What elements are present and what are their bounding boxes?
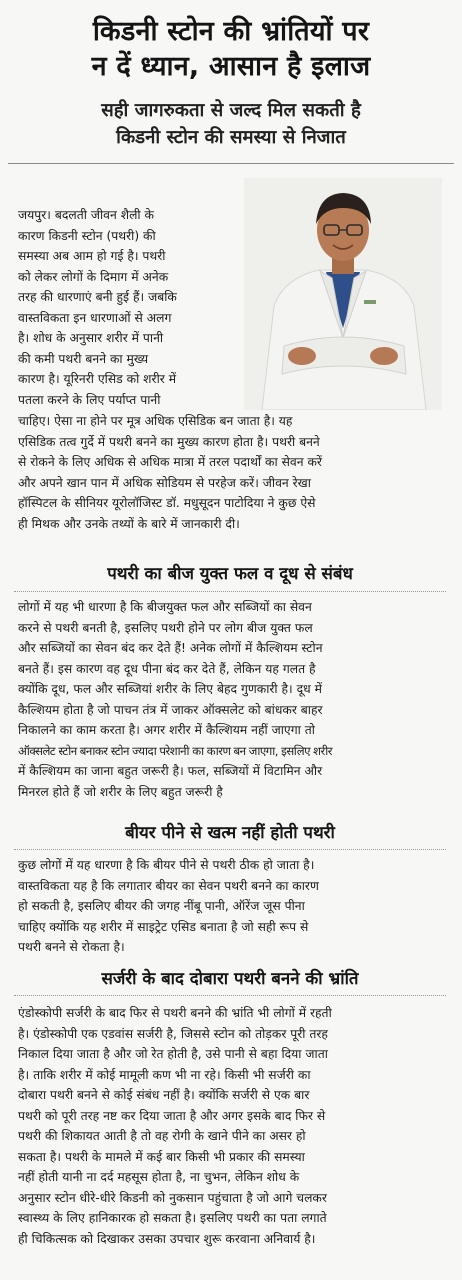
text-line: पथरी को पूरी तरह नष्ट कर दिया जाता है और अगर इसके बाद फिर से <box>18 1108 326 1123</box>
text-line: पथरी की शिकायत आती है तो वह रोगी के खाने पीने का असर हो <box>18 1129 306 1143</box>
text-line: कारण किडनी स्टोन (पथरी) की <box>18 228 156 243</box>
doctor-portrait-photo <box>244 178 442 410</box>
text-line: सकता है। पथरी के मामले में कई बार किसी भी प्रकार की समस्या <box>18 1149 305 1164</box>
headline <box>6 14 456 84</box>
text-line: स्वास्थ्य के लिए हानिकारक हो सकता है। इसलिए पथरी का पता लगाते <box>18 1211 327 1225</box>
text-line: निकाल दिया जाता है और जो रेत होती है, उसे पानी से बहा दिया जाता <box>18 1047 328 1061</box>
text-line: हो सकती है, इसलिए बीयर की जगह नींबू पानी, ऑरेंज जूस पीना <box>18 899 305 913</box>
text-line: एसिडिक तत्व गुर्दे में पथरी बनने का मुख्य कारण होता है। पथरी बनने <box>18 434 320 449</box>
text-line: एंडोस्कोपी सर्जरी के बाद फिर से पथरी बनने की भ्रांति भी लोगों में रहती <box>18 1006 332 1020</box>
section-divider <box>14 591 446 592</box>
text-line: चाहिए क्योंकि यह शरीर में साइट्रेट एसिड बनाता है जो सही रूप से <box>18 919 309 934</box>
text-line: ही चिकित्सक को दिखाकर उसका उपचार शुरू करवाना अनिवार्य है। <box>18 1231 316 1246</box>
text-line: क्योंकि दूध, फल और सब्जियां शरीर के लिए बेहद गुणकारी है। दूध में <box>18 682 322 696</box>
text-line: ऑक्सलेट स्टोन बनाकर स्टोन ज्यादा परेशानी का कारण बन जाएगा, इसलिए शरीर <box>18 743 333 758</box>
section-divider <box>14 849 446 850</box>
text-line: कारण है। यूरिनरी एसिड को शरीर में <box>18 372 177 386</box>
header-divider <box>8 163 454 164</box>
text-line: बनते हैं। इस कारण वह दूध पीना बंद कर देते हैं, लेकिन यह गलत है <box>18 661 316 676</box>
text-line: से रोकने के लिए अधिक से अधिक मात्रा में तरल पदार्थों का सेवन करें <box>18 455 322 469</box>
text-line: कुछ लोगों में यह धारणा है कि बीयर पीने से पथरी ठीक हो जाता है। <box>18 858 315 872</box>
headline-line-2: न दें ध्यान, आसान है इलाज <box>91 51 371 82</box>
text-line: ही मिथक और उनके तथ्यों के बारे में जानकारी दी। <box>18 516 240 531</box>
text-line: पथरी बनने से रोकता है। <box>18 940 125 954</box>
text-line: तरह की धारणाएं बनी हुई हैं। जबकि <box>18 290 177 304</box>
text-line: अनुसार स्टोन धीरे-धीरे किडनी को नुकसान पहुंचाता है जो आगे चलकर <box>18 1190 327 1205</box>
text-line: दोबारा पथरी बनने से कोई संबंध नहीं है। क्योंकि सर्जरी से एक बार <box>18 1088 310 1102</box>
section-heading-surgery: सर्जरी के बाद दोबारा पथरी बनने की भ्रांति <box>101 968 359 988</box>
text-line: है। शोध के अनुसार शरीर में पानी <box>18 331 164 345</box>
text-line: पतला करने के लिए पर्याप्त पानी <box>18 392 161 407</box>
section-divider <box>14 995 446 996</box>
subheadline-line-1: सही जागरुकता से जल्द मिल सकती है <box>101 100 361 121</box>
intro-wide-paragraph <box>18 411 444 534</box>
section-body-seeds-milk <box>18 597 444 802</box>
section-heading-seeds-milk: पथरी का बीज युक्त फल व दूध से संबंध <box>107 563 353 583</box>
text-line: है। एंडोस्कोपी एक एडवांस सर्जरी है, जिससे स्टोन को तोड़कर पूरी तरह <box>18 1026 328 1041</box>
text-line: हॉस्पिटल के सीनियर यूरोलॉजिस्ट डॉ. मधुसूदन पाटोदिया ने कुछ ऐसे <box>18 496 316 510</box>
text-line: निकालने का काम करता है। अगर शरीर में कैल्शियम नहीं जाएगा तो <box>18 723 315 737</box>
intro-narrow-column <box>18 205 240 410</box>
text-line: और अपने खान पान में अधिक सोडियम से परहेज करें। जीवन रेखा <box>18 475 311 490</box>
text-line: में कैल्शियम का जाना बहुत जरूरी है। फल, सब्जियों में विटामिन और <box>18 764 323 778</box>
section-body-beer <box>18 855 444 958</box>
section-heading-beer: बीयर पीने से खत्म नहीं होती पथरी <box>125 822 335 842</box>
text-line: वास्तविकता इन धारणाओं से अलग <box>18 310 172 325</box>
text-line: को लेकर लोगों के दिमाग में अनेक <box>18 269 169 284</box>
subheadline-line-2: किडनी स्टोन की समस्या से निजात <box>116 127 346 148</box>
text-line: जयपुर। बदलती जीवन शैली के <box>18 208 154 222</box>
subheadline <box>6 97 456 151</box>
text-line: नहीं होती यानी ना दर्द महसूस होता है, ना चुभन, लेकिन शोध के <box>18 1170 300 1184</box>
text-line: और सब्जियों का सेवन बंद कर देते हैं! अनेक लोगों में कैल्शियम स्टोन <box>18 641 323 655</box>
headline-line-1: किडनी स्टोन की भ्रांतियों पर <box>92 16 370 47</box>
text-line: वास्तविकता यह है कि लगातार बीयर का सेवन पथरी बनने का कारण <box>18 878 319 893</box>
text-line: करने से पथरी बनती है, इसलिए पथरी होने पर लोग बीज युक्त फल <box>18 620 313 635</box>
text-line: चाहिए। ऐसा ना होने पर मूत्र अधिक एसिडिक बन जाता है। यह <box>18 414 293 428</box>
text-line: लोगों में यह भी धारणा है कि बीजयुक्त फल और सब्जियों का सेवन <box>18 600 312 614</box>
text-line: समस्या अब आम हो गई है। पथरी <box>18 249 166 263</box>
text-line: की कमी पथरी बनने का मुख्य <box>18 351 149 366</box>
text-line: मिनरल होते हैं जो शरीर के लिए बहुत जरूरी है <box>18 784 223 799</box>
section-body-surgery <box>18 1003 444 1249</box>
doctor-portrait-icon <box>244 178 442 410</box>
text-line: कैल्शियम होता है जो पाचन तंत्र में जाकर ऑक्सलेट को बांधकर बाहर <box>18 702 323 717</box>
text-line: है। ताकि शरीर में कोई मामूली कण भी ना रहे। किसी भी सर्जरी का <box>18 1067 311 1082</box>
